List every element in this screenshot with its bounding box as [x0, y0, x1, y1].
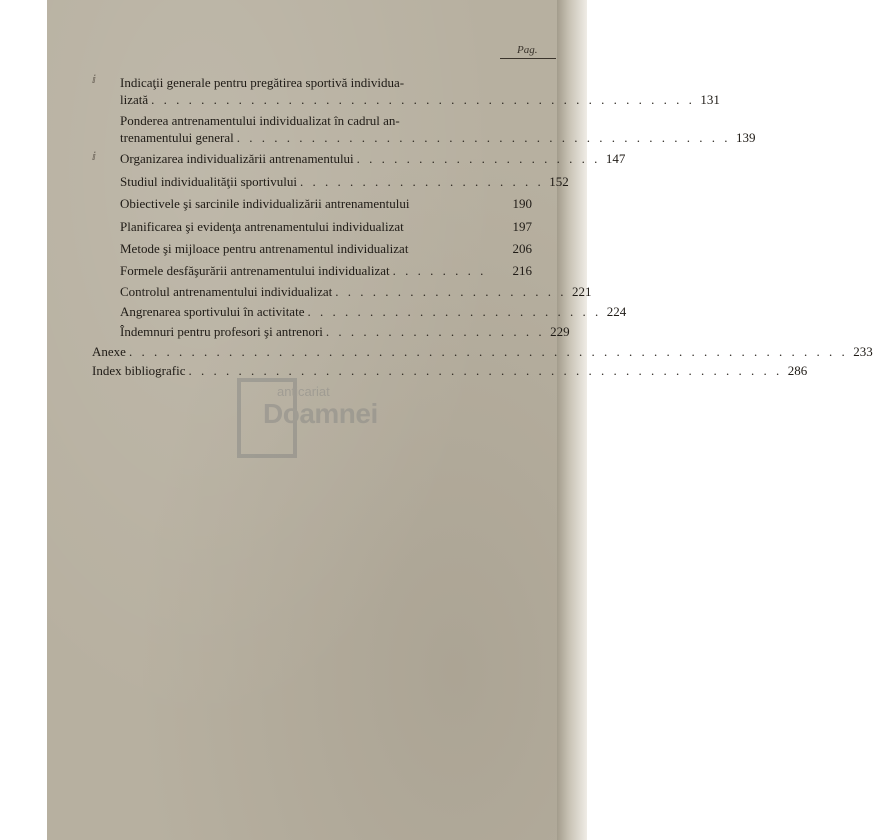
- toc-entry-title: Controlul antrenamentului individualizat: [120, 284, 333, 299]
- toc-entry-title: Îndemnuri pentru profesori şi antrenori: [120, 324, 323, 339]
- toc-entry-title: Metode şi mijloace pentru antrenamentul individualizat: [120, 241, 409, 256]
- pag-column-label: Pag.: [517, 44, 538, 56]
- toc-entry-title: Anexe: [92, 344, 126, 359]
- toc-entry: [120, 240, 532, 257]
- toc-leader-dots: . . . . . . . . . . . . . . . . . .: [325, 324, 545, 339]
- page-edge: [557, 0, 587, 840]
- toc-page-number: 152: [549, 174, 569, 189]
- toc-leader-dots: . . . . . . . . . . . . . . . . . . . . . . . . . . . . . . . . . . . . . . . .: [236, 130, 731, 145]
- toc-entry-title: Organizarea individualizării antrenamentului: [120, 151, 354, 166]
- toc-page-number: 197: [512, 219, 532, 234]
- toc-entry: [92, 343, 873, 360]
- toc-entry: [120, 74, 720, 108]
- toc-entry-title: Angrenarea sportivului în activitate: [120, 304, 305, 319]
- toc-leader-dots: . . . . . . . . . . . . . . . . . . . .: [299, 174, 544, 189]
- toc-entry: [120, 173, 569, 190]
- watermark-big-text: Doamnei: [263, 398, 378, 429]
- toc-leader-dots: . . . . . . . . . . . . . . . . . . . . . . . . . . . . . . . . . . . . . . . . . . . . . . . .: [188, 363, 783, 378]
- toc-entry-title: Indicaţii generale pentru pregătirea sportivă individua-: [120, 75, 405, 90]
- toc-entry-title: Planificarea şi evidenţa antrenamentului individualizat: [120, 219, 404, 234]
- toc-entry: [120, 323, 570, 340]
- toc-page-number: 147: [605, 151, 626, 166]
- toc-page-number: 224: [606, 304, 627, 319]
- toc-entry-title-cont: lizată: [120, 92, 149, 107]
- toc-leader-dots: . . . . . . . . . . . . . . . . . . .: [335, 284, 567, 299]
- toc-entry-title-cont: trenamentului general: [120, 130, 234, 145]
- toc-entry-title: Index bibliografic: [92, 363, 186, 378]
- toc-entry: [120, 195, 532, 212]
- toc-entry-title: Ponderea antrenamentului individualizat în cadrul an-: [120, 113, 400, 128]
- toc-entry: [92, 362, 808, 379]
- toc-entry: [120, 262, 532, 279]
- watermark-logo: [237, 378, 397, 460]
- toc-entry-title: Formele desfăşurării antrenamentului individualizat: [120, 263, 390, 278]
- toc-page-number: 229: [550, 324, 570, 339]
- toc-page-number: 216: [512, 263, 532, 278]
- toc-entry: [120, 112, 756, 146]
- toc-page-number: 190: [512, 196, 532, 211]
- toc-entry: [120, 283, 592, 300]
- toc-page-number: 286: [787, 363, 808, 378]
- toc-leader-dots: . . . . . . . . . . . . . . . . . . . .: [356, 151, 601, 166]
- toc-entry-title: Obiectivele şi sarcinile individualizării antrenamentului: [120, 196, 410, 211]
- toc-leader-dots: . . . . . . . . . . . . . . . . . . . . . . . . . . . . . . . . . . . . . . . . . . . .: [151, 92, 695, 107]
- toc-leader-dots: . . . . . . . . . . . . . . . . . . . . . . . .: [307, 304, 602, 319]
- toc-leader-dots: . . . . . . . .: [392, 263, 487, 278]
- watermark-small-text: anticariat: [277, 384, 330, 399]
- toc-page-number: 233: [853, 344, 873, 359]
- toc-page-number: 131: [700, 92, 720, 107]
- toc-page-number: 139: [735, 130, 756, 145]
- margin-mark: ⅈ: [92, 74, 96, 86]
- toc-leader-dots: . . . . . . . . . . . . . . . . . . . . . . . . . . . . . . . . . . . . . . . . . . . . . . . . . . . . . . . . . .: [128, 344, 848, 359]
- toc-page-number: 221: [572, 284, 592, 299]
- pag-column-rule: [500, 58, 556, 59]
- toc-entry: [120, 150, 626, 167]
- margin-mark: ⅈ: [92, 151, 96, 163]
- toc-entry-title: Studiul individualităţii sportivului: [120, 174, 297, 189]
- toc-entry: [120, 303, 627, 320]
- toc-page-number: 206: [512, 241, 532, 256]
- toc-entry: [120, 218, 532, 235]
